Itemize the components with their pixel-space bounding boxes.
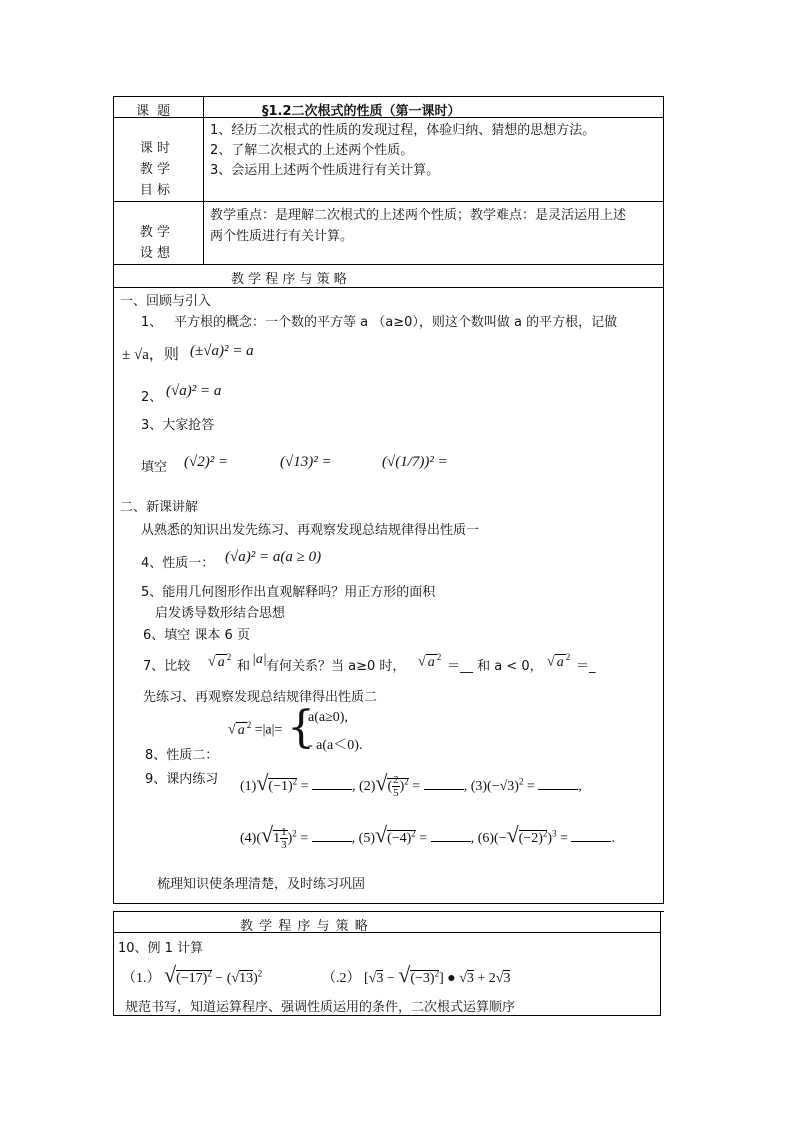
table2-left-border xyxy=(113,911,114,1016)
design-text-line-2: 两个性质进行有关计算。 xyxy=(210,229,354,244)
sqrt-a2-expr-2: √ a $^2$ xyxy=(418,652,442,670)
table1-bottom-border xyxy=(113,903,664,904)
prop1-formula: (√a)² = a(a ≥ 0) xyxy=(225,549,322,565)
answer-blank[interactable] xyxy=(431,829,471,842)
fill-item-1: (√2)² = xyxy=(184,454,229,470)
prop2-brace: { xyxy=(287,702,315,753)
item1-formula-a: ± √a，则 xyxy=(122,347,179,363)
observe-text: 先练习、再观察发现总结规律得出性质二 xyxy=(143,690,378,705)
item7-end: ＝_ xyxy=(576,659,596,674)
item7-case: ＝__ 和 a < 0， xyxy=(447,659,543,674)
goals-label-line-3: 目 标 xyxy=(139,183,171,198)
item3-text: 3、大家抢答 xyxy=(141,418,215,433)
section1-heading: 一、回顾与引入 xyxy=(120,294,212,309)
example-1: （1.） $√(-17)^2 - (√13)^2$ xyxy=(122,962,263,987)
table2-top-border xyxy=(113,911,664,912)
design-label-line-1: 教 学 xyxy=(139,225,171,240)
section2-heading: 二、新课讲解 xyxy=(120,500,199,515)
exercise-5-label: (5) xyxy=(358,831,375,846)
strategy-header: 教 学 程 序 与 策 略 xyxy=(231,272,347,287)
item1-text: 平方根的概念：一个数的平方等 a （a≥0），则这个数叫做 a 的平方根，记做 xyxy=(174,315,618,330)
exercise-row-1: $(1)√(-1)^2$ = , (2)√( $\frac{2}{5}$ )$^2$ = , $(3)(-√3)^2$ = , xyxy=(240,770,582,800)
exercise-6-label: (6) xyxy=(477,831,495,846)
item2-prefix: 2、 xyxy=(141,390,163,405)
lesson-title: §1.2二次根式的性质（第一课时） xyxy=(262,104,461,119)
exercise-label: 9、课内练习 xyxy=(145,772,219,787)
prop2-lhs: √ a $^2$ =|a|= xyxy=(228,720,283,738)
sqrt-a2-expr-1: √ a $^2$ xyxy=(208,652,232,670)
goal-item: 1、经历二次根式的性质的发现过程，体验归纳、猜想的思想方法。 xyxy=(210,123,596,138)
section2-intro: 从熟悉的知识出发先练习、再观察发现总结规律得出性质一 xyxy=(141,523,480,538)
abs-a-expr: |a| xyxy=(252,652,267,667)
item2-formula: (√a)² = a xyxy=(166,383,222,399)
sqrt-a2-expr-3: √ a $^2$ xyxy=(547,652,571,670)
exercise-4-label: (4) xyxy=(240,831,257,846)
exercise-1-label: (1) xyxy=(240,779,257,794)
goals-list xyxy=(210,121,595,181)
table2-row-divider xyxy=(113,932,661,933)
answer-blank[interactable] xyxy=(424,777,464,790)
design-label xyxy=(130,222,180,264)
table1-col-divider xyxy=(203,96,204,264)
table1-top-border xyxy=(113,96,664,97)
table2-right-border xyxy=(660,911,661,1016)
exercise-3-label: (3) xyxy=(470,779,488,794)
table1-row-divider-3 xyxy=(113,264,664,265)
item1-formula-b: (±√a)² = a xyxy=(190,343,254,359)
example-1-label: （1.） xyxy=(122,971,161,986)
answer-blank[interactable] xyxy=(312,777,352,790)
table2-bottom-border xyxy=(113,1015,661,1016)
goals-label xyxy=(130,138,180,201)
prop2-label: 8、性质二： xyxy=(145,748,219,763)
goal-item: 2、了解二次根式的上述两个性质。 xyxy=(210,143,414,158)
example-title: 10、例 1 计算 xyxy=(118,941,204,956)
title-label: 课 题 xyxy=(136,104,173,119)
table1-row-divider-2 xyxy=(113,201,664,202)
answer-blank[interactable] xyxy=(538,777,578,790)
exercise-row-2: (4)(√1 $\frac{1}{3}$ )$^2$ = , $(5)√(-4)^2$ = , $(6)(-√(-2)^2)^3$ = . xyxy=(240,822,615,852)
item7-and: 和 xyxy=(237,659,251,674)
exercise-2-label: (2) xyxy=(359,779,376,794)
table2-header: 教 学 程 序 与 策 略 xyxy=(240,919,369,934)
table1-row-divider-4 xyxy=(113,287,664,288)
item7-label: 7、比较 xyxy=(143,659,191,674)
fill-item-2: (√13)² = xyxy=(280,454,332,470)
answer-blank[interactable] xyxy=(312,829,352,842)
example-note: 规范书写，知道运算程序、强调性质运用的条件，二次根式运算顺序 xyxy=(125,1000,516,1015)
fill-item-3: (√(1/7))² = xyxy=(382,454,448,470)
design-label-line-2: 设 想 xyxy=(139,246,171,261)
item1-prefix: 1、 xyxy=(141,315,163,330)
goals-label-line-1: 课 时 xyxy=(139,141,171,156)
example-2: （.2） $[√3 - √(-3)^2]$ ● √3 + 2√3 xyxy=(322,962,511,987)
item7-question: 有何关系？当 a≥0 时， xyxy=(266,659,406,674)
design-text-line-1: 教学重点：是理解二次根式的上述两个性质；教学难点：是灵活运用上述 xyxy=(210,208,627,223)
item5-sub: 启发诱导数形结合思想 xyxy=(155,606,286,621)
prop2-case-1: a(a≥0), xyxy=(308,710,348,725)
item6-text: 6、填空 课本 6 页 xyxy=(143,628,250,643)
fill-label: 填空 xyxy=(141,460,168,475)
example-2-label: （.2） xyxy=(322,971,361,986)
goal-item: 3、会运用上述两个性质进行有关计算。 xyxy=(210,163,440,178)
prop2-case-2: - a(a＜0). xyxy=(308,738,363,753)
prop1-label: 4、性质一： xyxy=(141,556,215,571)
summary-text: 梳理知识使条理清楚，及时练习巩固 xyxy=(157,877,366,892)
goals-label-line-2: 教 学 xyxy=(139,162,171,177)
design-text xyxy=(210,205,626,247)
answer-blank[interactable] xyxy=(571,829,611,842)
table1-left-border xyxy=(113,96,114,904)
item5-text: 5、能用几何图形作出直观解释吗？用正方形的面积 xyxy=(141,585,436,600)
table1-right-border xyxy=(663,96,664,904)
